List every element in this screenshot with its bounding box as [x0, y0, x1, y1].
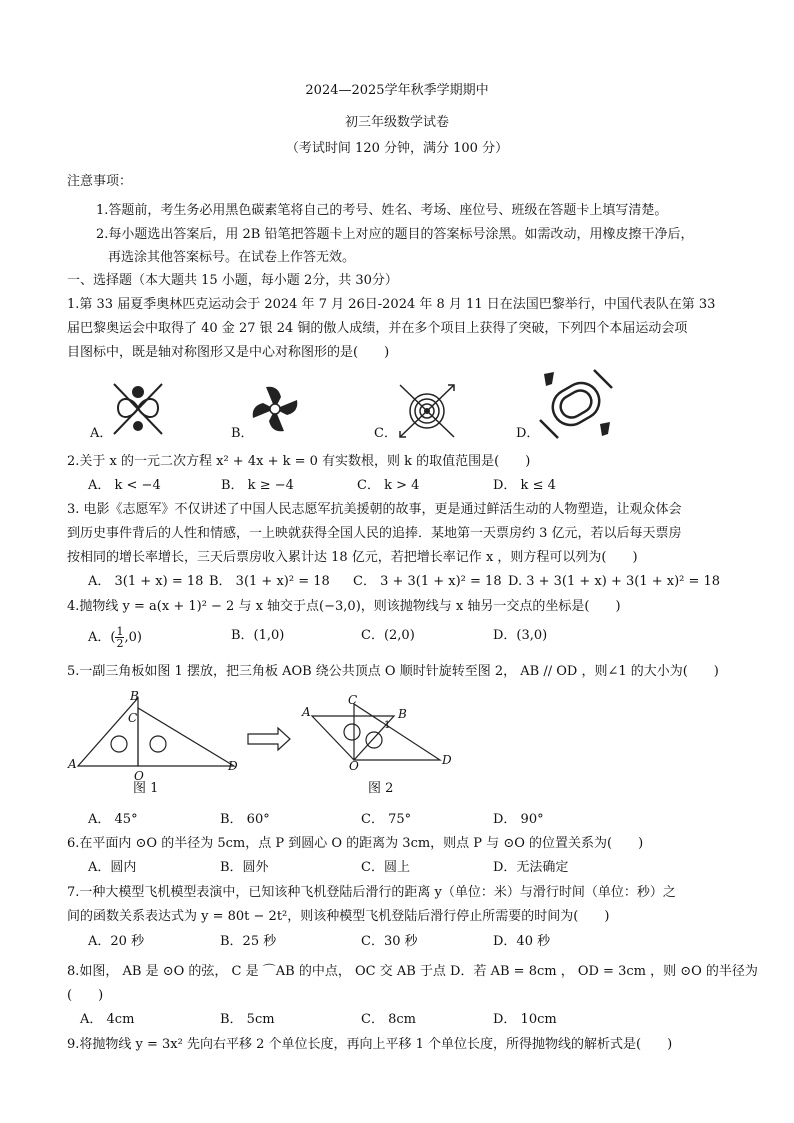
fig2-triangle-ocd [354, 704, 440, 760]
q8-stem-line-1: 8.如图， AB 是 ⊙O 的弦， C 是 ⌒AB 的中点， OC 交 AB 于点 D．若 AB = 8cm ， OD = 3cm ，则 ⊙O 的半径为 [67, 964, 758, 979]
q1-icon-b-pinwheel [248, 381, 302, 437]
q7-stem-line-1: 7.一种大模型飞机模型表演中，已知该种飞机登陆后滑行的距离 y（单位：米）与滑行时间（单位：秒）之 [67, 885, 676, 900]
fig2-label-o: O [349, 759, 359, 773]
q8-option-c: C． 8cm [361, 1012, 416, 1027]
q4-fraction-denominator: 2 [116, 637, 124, 650]
exam-title: 2024—2025学年秋季学期期中 [305, 83, 489, 98]
q7-option-b: B．25 秒 [220, 934, 277, 949]
section-heading: 一、选择题（本大题共 15 小题，每小题 2分，共 30分） [67, 273, 398, 288]
q4-option-a-suffix: ,0) [124, 630, 142, 645]
q5-arrow [248, 728, 290, 750]
q1-option-d-label: D． [516, 426, 540, 441]
q1-stem-line-2: 届巴黎奥运会中取得了 40 金 27 银 24 铜的傲人成绩，并在多个项目上获得了突破，下列四个本届运动会项 [67, 321, 688, 336]
notice-item-1: 1.答题前，考生务必用黑色碳素笔将自己的考号、姓名、考场、座位号、班级在答题卡上填写清楚。 [96, 203, 668, 218]
q8-option-a: A． 4cm [80, 1012, 135, 1027]
q4-option-d: D．(3,0) [493, 628, 548, 643]
q2-option-a: A． k < −4 [88, 478, 161, 493]
q5-fig1-caption: 图 1 [133, 781, 159, 796]
q4-option-b: B．(1,0) [231, 628, 285, 643]
q5-fig2-caption: 图 2 [368, 781, 394, 796]
q1-option-a-label: A． [90, 426, 113, 441]
q7-stem-line-2: 间的函数关系表达式为 y = 80t − 2t²，则该种模型飞机登陆后滑行停止所需要的时间为( ) [67, 909, 610, 924]
q3-stem-line-3: 按相同的增长率增长，三天后票房收入累计达 18 亿元，若把增长率记作 x ，则方程可以列为( ) [67, 550, 638, 565]
fig1-label-b: B [130, 689, 139, 703]
notice-item-2: 2.每小题选出答案后，用 2B 铅笔把答题卡上对应的题目的答案标号涂黑。如需改动，用橡皮擦干净后， [96, 227, 694, 242]
q3-option-b: B． 3(1 + x)² = 18 [209, 574, 330, 589]
q1-option-c-label: C． [374, 426, 397, 441]
fig2-label-b: B [398, 707, 407, 721]
q2-option-b: B． k ≥ −4 [221, 478, 294, 493]
q6-option-c: C．圆上 [361, 860, 410, 875]
fig1-triangle-aob [78, 698, 138, 766]
q6-stem: 6.在平面内 ⊙O 的半径为 5cm，点 P 到圆心 O 的距离为 3cm，则点 P 与 ⊙O 的位置关系为( ) [67, 836, 644, 851]
fig2-label-angle-1: 1 [384, 720, 391, 731]
q1-option-b-label: B． [231, 426, 254, 441]
fig2-label-d: D [442, 753, 452, 767]
fig1-label-o: O [134, 769, 144, 782]
fig1-label-c: C [128, 711, 138, 725]
fig1-label-d: D [228, 759, 238, 773]
q1-icon-a-gymnastics [108, 378, 168, 440]
q5-figure-2 [312, 704, 440, 760]
exam-info: （考试时间 120 分钟，满分 100 分） [285, 141, 509, 156]
q4-option-a-prefix: A．( [88, 630, 116, 645]
q6-option-b: B．圆外 [220, 860, 269, 875]
fig2-circle-1 [344, 724, 360, 740]
q8-option-b: B． 5cm [220, 1012, 275, 1027]
q1-icon-d-track [538, 368, 614, 440]
q5-stem: 5.一副三角板如图 1 摆放，把三角板 AOB 绕公共顶点 O 顺时针旋转至图 2， AB // OD ，则∠1 的大小为( ) [67, 664, 719, 679]
q5-option-d: D． 90° [493, 812, 544, 827]
q5-option-c: C． 75° [361, 812, 412, 827]
q4-option-c: C．(2,0) [361, 628, 415, 643]
q7-option-d: D．40 秒 [493, 934, 551, 949]
q1-stem-line-1: 1.第 33 届夏季奥林匹克运动会于 2024 年 7 月 26日-2024 年 8 月 11 日在法国巴黎举行，中国代表队在第 33 [67, 297, 716, 312]
q4-option-a [88, 626, 142, 649]
notice-heading: 注意事项： [67, 174, 133, 189]
q5-option-b: B． 60° [220, 812, 270, 827]
q6-option-d: D．无法确定 [493, 860, 569, 875]
q3-stem-line-2: 到历史事件背后的人性和情感，一上映就获得全国人民的追捧．某地第一天票房约 3 亿元，若以后每天票房 [67, 526, 682, 541]
q8-option-d: D． 10cm [493, 1012, 557, 1027]
q5-figures [66, 688, 460, 782]
fig2-circle-2 [366, 732, 382, 748]
fig1-circle-2 [150, 736, 166, 752]
fig1-circle-1 [111, 736, 127, 752]
q3-option-c: C． 3 + 3(1 + x)² = 18 [353, 574, 502, 589]
fig1-label-a: A [68, 757, 77, 771]
q2-option-c: C． k > 4 [357, 478, 420, 493]
q3-option-a: A． 3(1 + x) = 18 [88, 574, 204, 589]
q2-option-d: D． k ≤ 4 [493, 478, 556, 493]
q7-option-a: A．20 秒 [88, 934, 145, 949]
fig1-triangle-ocd [138, 708, 234, 766]
q6-option-a: A．圆内 [88, 860, 137, 875]
exam-subtitle: 初三年级数学试卷 [344, 115, 449, 130]
q7-option-c: C．30 秒 [361, 934, 418, 949]
q1-icon-c-archery-target [396, 381, 458, 441]
q2-stem: 2.关于 x 的一元二次方程 x² + 4x + k = 0 有实数根，则 k 的取值范围是( ) [67, 454, 531, 469]
q5-option-a: A． 45° [88, 812, 138, 827]
q3-stem-line-1: 3. 电影《志愿军》不仅讲述了中国人民志愿军抗美援朝的故事，更是通过鲜活生动的人物塑造，让观众体会 [67, 502, 682, 517]
q4-fraction-numerator: 1 [116, 625, 124, 638]
q8-stem-line-2: ( ) [67, 988, 104, 1003]
q4-stem: 4.抛物线 y = a(x + 1)² − 2 与 x 轴交于点(−3,0)，则该抛物线与 x 轴另一交点的坐标是( ) [67, 599, 621, 614]
notice-item-2-cont: 再选涂其他答案标号。在试卷上作答无效。 [108, 250, 356, 265]
q3-option-d: D. 3 + 3(1 + x) + 3(1 + x)² = 18 [508, 574, 721, 589]
fig2-label-c: C [348, 693, 358, 707]
fig2-label-a: A [302, 705, 311, 719]
q9-stem: 9.将抛物线 y = 3x² 先向右平移 2 个单位长度，再向上平移 1 个单位长度，所得抛物线的解析式是( ) [67, 1037, 673, 1052]
q1-stem-line-3: 目图标中，既是轴对称图形又是中心对称图形的是( ) [67, 345, 390, 360]
q5-figure-1 [78, 698, 234, 766]
